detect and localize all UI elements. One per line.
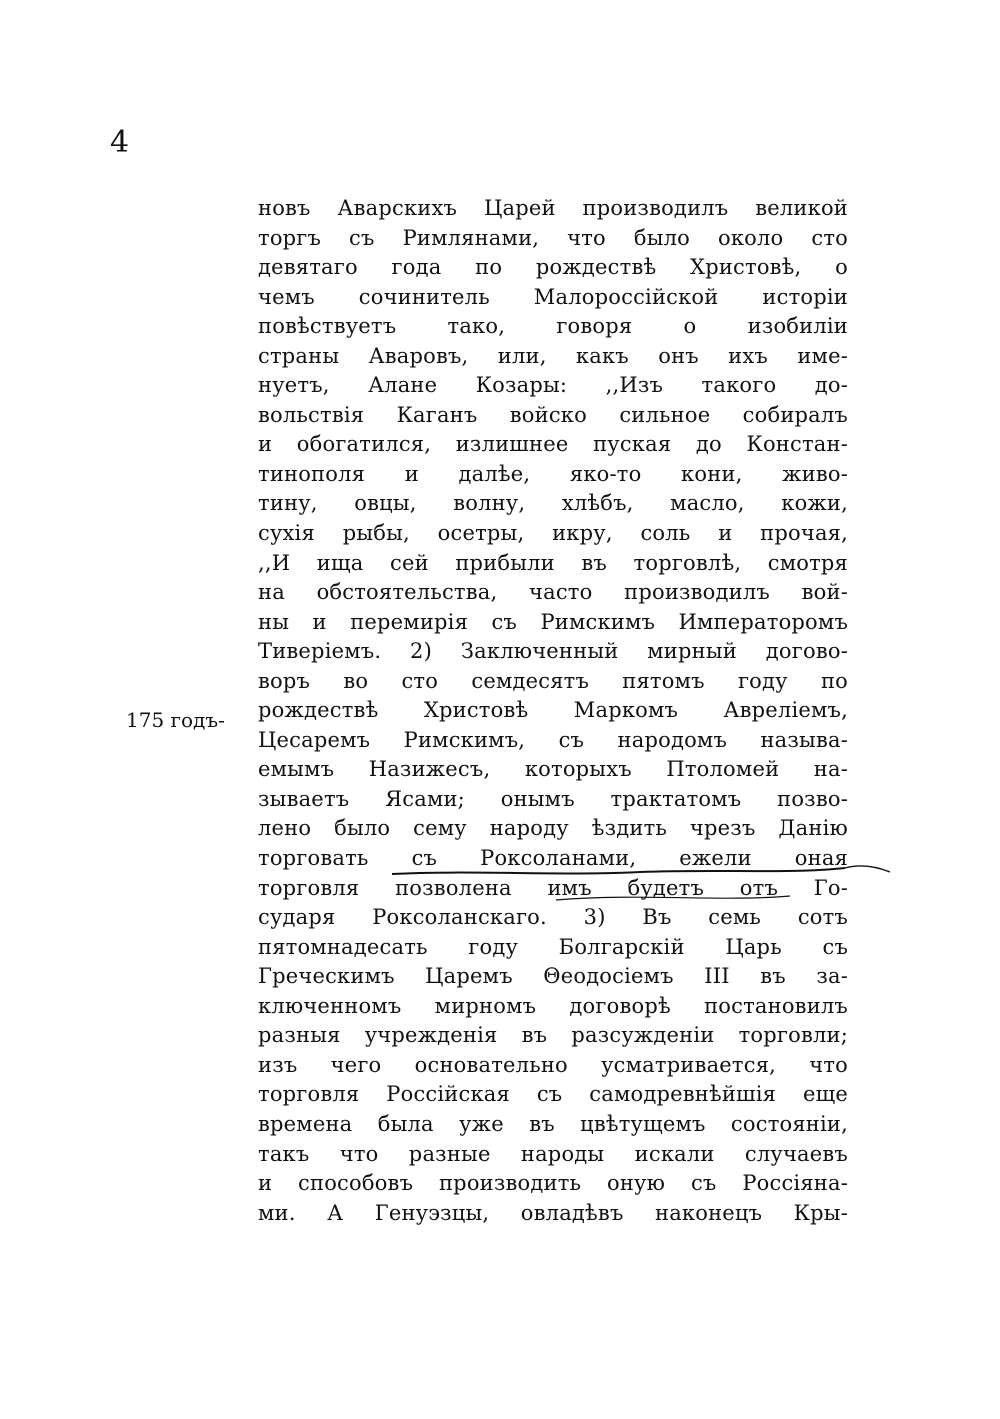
text-line: ключенномъ мирномъ договорѣ постановилъ <box>258 993 848 1018</box>
text-line: пятомнадесать году Болгарскій Царь съ <box>258 934 848 959</box>
text-line: торговать съ Роксоланами, ежели оная <box>258 846 848 871</box>
margin-note: 175 годъ- <box>126 708 225 732</box>
text-line: ми. А Генуэзцы, овладѣвъ наконецъ Кры- <box>258 1200 848 1225</box>
text-line: емымъ Назижесъ, которыхъ Птоломей на- <box>258 757 848 782</box>
text-line: чемъ сочинитель Малороссійской исторіи <box>258 284 848 309</box>
text-line: торгъ съ Римлянами, что было около сто <box>258 225 848 250</box>
text-line: ны и перемирія съ Римскимъ Императоромъ <box>258 609 848 634</box>
text-line: на обстоятельства, часто производилъ вой- <box>258 580 848 605</box>
text-line: торговля позволена имъ будетъ отъ Го- <box>258 875 848 900</box>
text-line: тинополя и далѣе, яко-то кони, живо- <box>258 461 848 486</box>
text-line: сухія рыбы, осетры, икру, соль и прочая, <box>258 521 848 546</box>
text-line: времена была уже въ цвѣтущемъ состояніи, <box>258 1111 848 1136</box>
text-line: страны Аваровъ, или, какъ онъ ихъ име- <box>258 343 848 368</box>
text-line: сударя Роксоланскаго. 3) Въ семь сотъ <box>258 905 848 930</box>
text-line: тину, овцы, волну, хлѣбъ, масло, кожи, <box>258 491 848 516</box>
text-line: рождествѣ Христовѣ Маркомъ Авреліемъ, <box>258 698 848 723</box>
text-line: торговля Россійская съ самодревнѣйшія еще <box>258 1082 848 1107</box>
text-line: разныя учрежденія въ разсужденіи торговли; <box>258 1023 848 1048</box>
text-line: повѣствуетъ тако, говоря о изобиліи <box>258 314 848 339</box>
text-line: Греческимъ Царемъ Θеодосіемъ III въ за- <box>258 964 848 989</box>
text-line: и обогатился, излишнее пуская до Констан- <box>258 432 848 457</box>
text-line: такъ что разные народы искали случаевъ <box>258 1141 848 1166</box>
text-line: лено было сему народу ѣздить чрезъ Данію <box>258 816 848 841</box>
text-line: девятаго года по рождествѣ Христовѣ, о <box>258 255 848 280</box>
text-line: Тиверіемъ. 2) Заключенный мирный догово- <box>258 639 848 664</box>
text-line: вольствія Каганъ войско сильное собиралъ <box>258 402 848 427</box>
text-line: ,,И ища сей прибыли въ торговлѣ, смотря <box>258 550 848 575</box>
page-number: 4 <box>110 125 130 160</box>
text-line: изъ чего основательно усматривается, что <box>258 1052 848 1077</box>
text-line: Цесаремъ Римскимъ, съ народомъ называ- <box>258 727 848 752</box>
text-line: зываетъ Ясами; онымъ трактатомъ позво- <box>258 786 848 811</box>
text-line: новъ Аварскихъ Царей производилъ великой <box>258 196 848 220</box>
text-line: нуетъ, Алане Козары: ,,Изъ такого до- <box>258 373 848 398</box>
text-line: воръ во сто семдесятъ пятомъ году по <box>258 668 848 693</box>
text-line: и способовъ производить оную съ Россіяна- <box>258 1171 848 1196</box>
body-text <box>258 194 848 1228</box>
